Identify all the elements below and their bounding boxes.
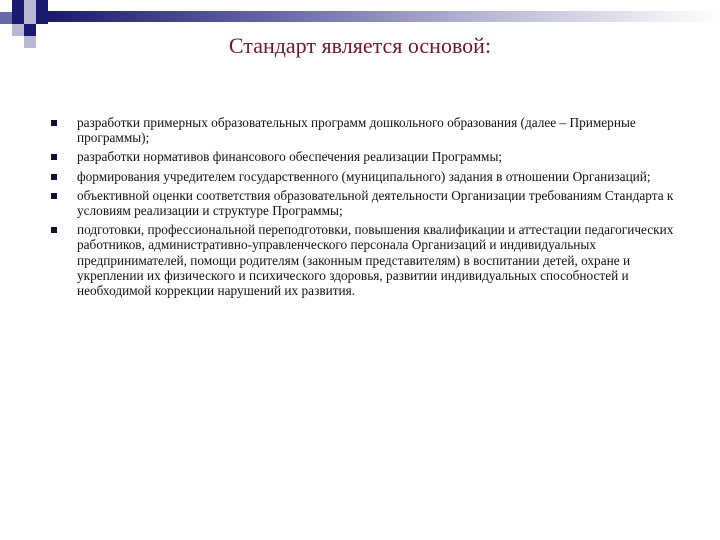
square-bullet-icon — [51, 227, 57, 233]
decor-square — [36, 12, 48, 24]
decor-square — [12, 12, 24, 24]
bullet-list — [50, 115, 680, 302]
list-item-text: подготовки, профессиональной переподготовки, повышения квалификации и аттестации педагогических работников, административно-управленческого персонала Организаций и индивидуальных предпринимателей, помощи родителям (законным представителям) в воспитании детей, охране и укреплении их физического и психического здоровья, развитии индивидуальных способностей и необходимой коррекции нарушений их развития. — [77, 222, 674, 299]
decor-square — [36, 0, 48, 12]
slide-title: Стандарт является основой: — [228, 33, 492, 58]
list-item-text: разработки примерных образовательных программ дошкольного образования (далее – Примерные программы); — [77, 115, 636, 146]
decor-square — [12, 0, 24, 12]
list-item — [50, 188, 680, 218]
list-item — [50, 149, 680, 164]
square-bullet-icon — [51, 120, 57, 126]
list-item-text: разработки нормативов финансового обеспечения реализации Программы; — [77, 149, 503, 165]
decor-square — [24, 0, 36, 12]
square-bullet-icon — [51, 154, 57, 160]
list-item-text: объективной оценки соответствия образовательной деятельности Организации требованиям Стандарта к условиям реализации и структуре Программы; — [77, 187, 674, 219]
header-gradient-band — [48, 11, 720, 22]
list-item-text: формирования учредителем государственного (муниципального) задания в отношении Организаций; — [77, 168, 651, 184]
square-bullet-icon — [51, 174, 57, 180]
square-bullet-icon — [51, 193, 57, 199]
list-item — [50, 169, 680, 184]
list-item — [50, 115, 680, 145]
decor-square — [24, 12, 36, 24]
decor-square — [0, 12, 12, 24]
list-item — [50, 222, 680, 298]
